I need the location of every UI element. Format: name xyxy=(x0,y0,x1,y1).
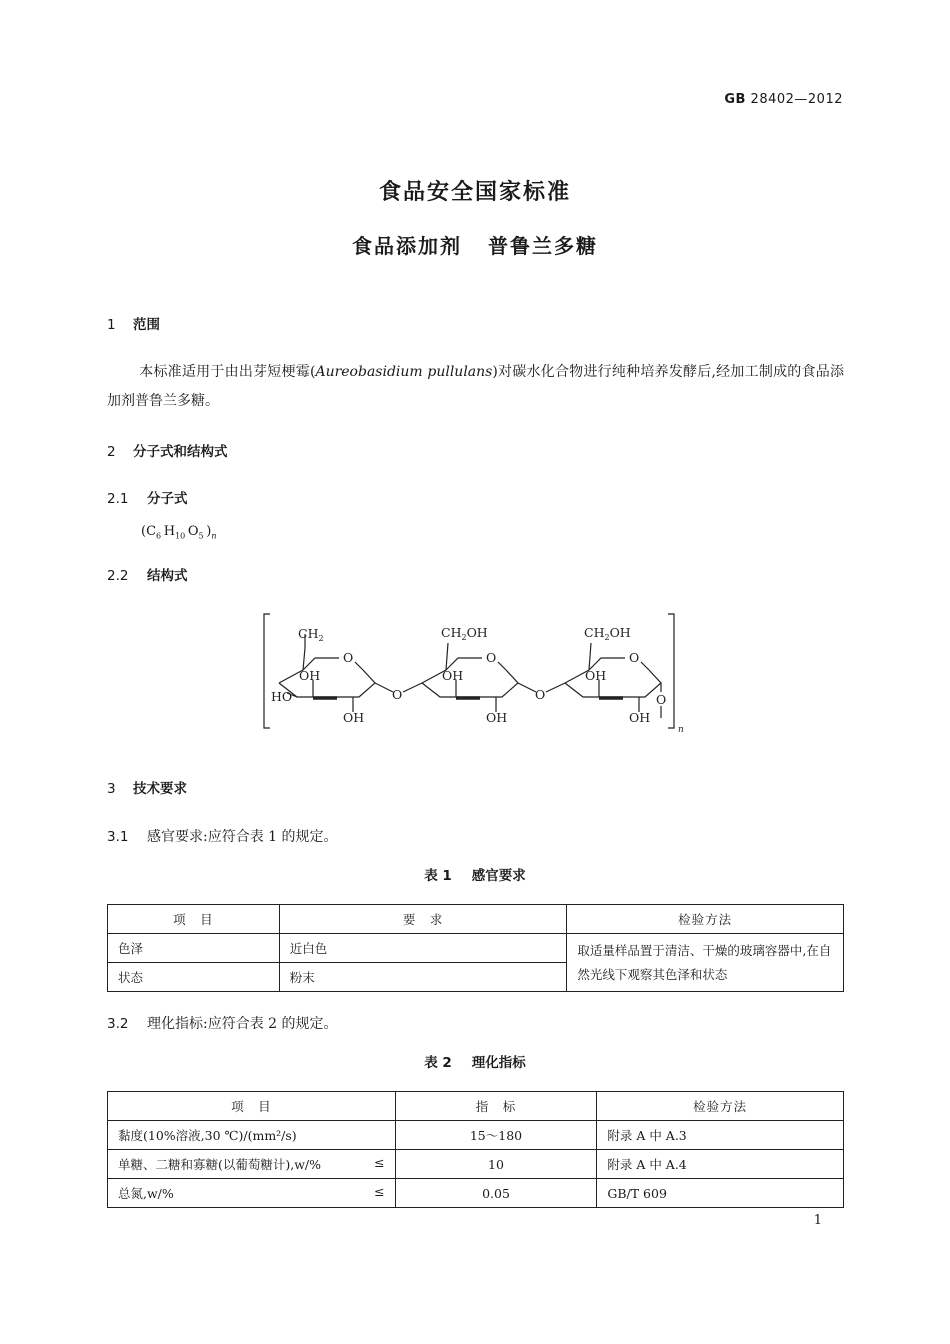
table-2-cell-item xyxy=(108,1121,396,1150)
scope-text-before: 本标准适用于由出芽短梗霉( xyxy=(139,364,316,380)
section-3-1-number: 3.1 xyxy=(107,829,129,845)
ring2-oh-top-label: OH xyxy=(442,668,464,683)
ring1-oh-bottom-label: OH xyxy=(343,710,365,725)
table-row xyxy=(108,1150,844,1179)
document-title: 食品安全国家标准 xyxy=(378,180,571,205)
ring1-ch2-label: $CH_2$ xyxy=(298,626,324,643)
section-3-title: 技术要求 xyxy=(133,781,187,797)
table-1 xyxy=(107,904,844,992)
ring3-ch2oh-label: $CH_2OH$ xyxy=(584,625,631,642)
section-2-2-title: 结构式 xyxy=(147,568,188,584)
formula-o: O xyxy=(187,524,199,539)
table-2-caption-num: 表 2 xyxy=(424,1055,452,1071)
ring3-o-exit-label: O xyxy=(656,692,667,707)
section-2-heading xyxy=(107,440,228,460)
table-2-le-sign: ≤ xyxy=(374,1155,385,1170)
ring1-o-bond xyxy=(355,662,363,670)
subtitle-right: 普鲁兰多糖 xyxy=(488,234,598,258)
table-row xyxy=(108,1179,844,1208)
ring3-o-label: O xyxy=(629,650,640,665)
section-3-2-number: 3.2 xyxy=(107,1016,129,1032)
table-1-header-method: 检验方法 xyxy=(567,905,844,934)
link2-o-label: O xyxy=(535,687,546,702)
repeat-n-label: n xyxy=(678,725,684,735)
section-2-1-title: 分子式 xyxy=(147,491,188,507)
section-3-heading xyxy=(107,777,187,797)
formula-n: n xyxy=(211,531,217,541)
ring2-ch2oh-label: $CH_2OH$ xyxy=(441,625,488,642)
section-2-2-number: 2.2 xyxy=(107,568,129,584)
link1-o-label: O xyxy=(392,687,403,702)
ring1-oh-top-label: OH xyxy=(299,668,321,683)
page-number: 1 xyxy=(813,1213,822,1228)
table-2-caption-title: 理化指标 xyxy=(471,1055,526,1071)
ring2-oh-bottom-label: OH xyxy=(486,710,508,725)
table-2-header-row xyxy=(108,1092,844,1121)
std-prefix: GB xyxy=(724,92,746,107)
ring2-o-label: O xyxy=(486,650,497,665)
section-3-1-text xyxy=(107,826,338,846)
table-2-cell-value: 0.05 xyxy=(395,1179,597,1208)
table-2-cell-item xyxy=(108,1179,396,1208)
section-1-heading xyxy=(107,313,160,333)
standard-number xyxy=(724,92,843,107)
ring2-o-bond xyxy=(498,662,506,670)
section-2-1-heading xyxy=(107,487,188,507)
formula-h: H xyxy=(163,524,176,539)
table-1-header-row xyxy=(108,905,844,934)
section-2-number: 2 xyxy=(107,444,116,460)
std-number-value: 28402—2012 xyxy=(750,92,843,107)
section-3-2-text xyxy=(107,1013,338,1033)
formula-close: ) xyxy=(206,524,212,539)
table-1-header-item: 项 目 xyxy=(108,905,280,934)
formula-o-count: 5 xyxy=(198,531,204,541)
glyco-link-2a xyxy=(518,683,536,692)
ring3-o-bond xyxy=(641,662,649,670)
table-row xyxy=(108,1121,844,1150)
table-1-cell-method: 取适量样品置于清洁、干燥的玻璃容器中,在自然光线下观察其色泽和状态 xyxy=(567,934,844,992)
section-1-paragraph xyxy=(107,358,844,416)
table-2-cell-item xyxy=(108,1150,396,1179)
table-1-cell-requirement: 粉末 xyxy=(279,963,567,992)
subtitle-left: 食品添加剂 xyxy=(352,234,462,258)
section-3-1-body: 感官要求:应符合表 1 的规定。 xyxy=(147,829,338,845)
right-bracket xyxy=(668,614,674,728)
molecular-formula xyxy=(141,524,216,541)
table-1-caption-num: 表 1 xyxy=(424,868,452,884)
section-2-title: 分子式和结构式 xyxy=(133,444,228,460)
table-2-caption xyxy=(0,1051,950,1071)
glyco-link-1a xyxy=(375,683,393,692)
section-1-number: 1 xyxy=(107,317,116,333)
species-name: Aureobasidium pullulans xyxy=(315,364,493,380)
table-1-cell-item: 状态 xyxy=(108,963,280,992)
table-2-cell-method: 附录 A 中 A.3 xyxy=(597,1121,844,1150)
section-3-number: 3 xyxy=(107,781,116,797)
table-1-caption xyxy=(0,864,950,884)
section-1-title: 范围 xyxy=(133,317,160,333)
ring3-oh-top-label: OH xyxy=(585,668,607,683)
table-2-cell-method: 附录 A 中 A.4 xyxy=(597,1150,844,1179)
table-1-caption-title: 感官要求 xyxy=(471,868,526,884)
table-2-header-item: 项 目 xyxy=(108,1092,396,1121)
table-2-le-sign: ≤ xyxy=(374,1184,385,1199)
scope-text-after: )对碳水化合物进行纯种培养发酵后,经加工制成的食品添加剂普鲁兰多糖。 xyxy=(107,364,844,409)
ring3-lower xyxy=(565,670,661,697)
table-2-header-method: 检验方法 xyxy=(597,1092,844,1121)
table-2-cell-value: 10 xyxy=(395,1150,597,1179)
table-2-item-text: 总氮,w/% xyxy=(118,1186,174,1201)
ring1-ho-label: HO xyxy=(271,689,293,704)
formula-c-count: 6 xyxy=(156,531,162,541)
ring1-o-label: O xyxy=(343,650,354,665)
section-3-2-body: 理化指标:应符合表 2 的规定。 xyxy=(147,1016,338,1032)
ring2-lower xyxy=(422,670,518,697)
table-2-cell-method: GB/T 609 xyxy=(597,1179,844,1208)
table-2-item-text: 单糖、二糖和寡糖(以葡萄糖计),w/% xyxy=(118,1157,322,1172)
ring1-lower-right xyxy=(313,670,375,697)
table-2-header-index: 指 标 xyxy=(395,1092,597,1121)
formula-h-count: 10 xyxy=(175,531,186,541)
table-2-item-text: 黏度(10%溶液,30 ℃)/(mm²/s) xyxy=(118,1128,297,1143)
table-1-header-requirement: 要 求 xyxy=(279,905,567,934)
structural-formula xyxy=(255,600,695,740)
table-2 xyxy=(107,1091,844,1208)
left-bracket xyxy=(264,614,270,728)
formula-open: (C xyxy=(141,524,157,539)
document-subtitle xyxy=(0,230,950,259)
section-2-2-heading xyxy=(107,564,188,584)
table-row xyxy=(108,934,844,963)
table-1-cell-requirement: 近白色 xyxy=(279,934,567,963)
section-2-1-number: 2.1 xyxy=(107,491,129,507)
ring3-oh-bottom-label: OH xyxy=(629,710,651,725)
table-2-cell-value: 15～180 xyxy=(395,1121,597,1150)
table-1-cell-item: 色泽 xyxy=(108,934,280,963)
